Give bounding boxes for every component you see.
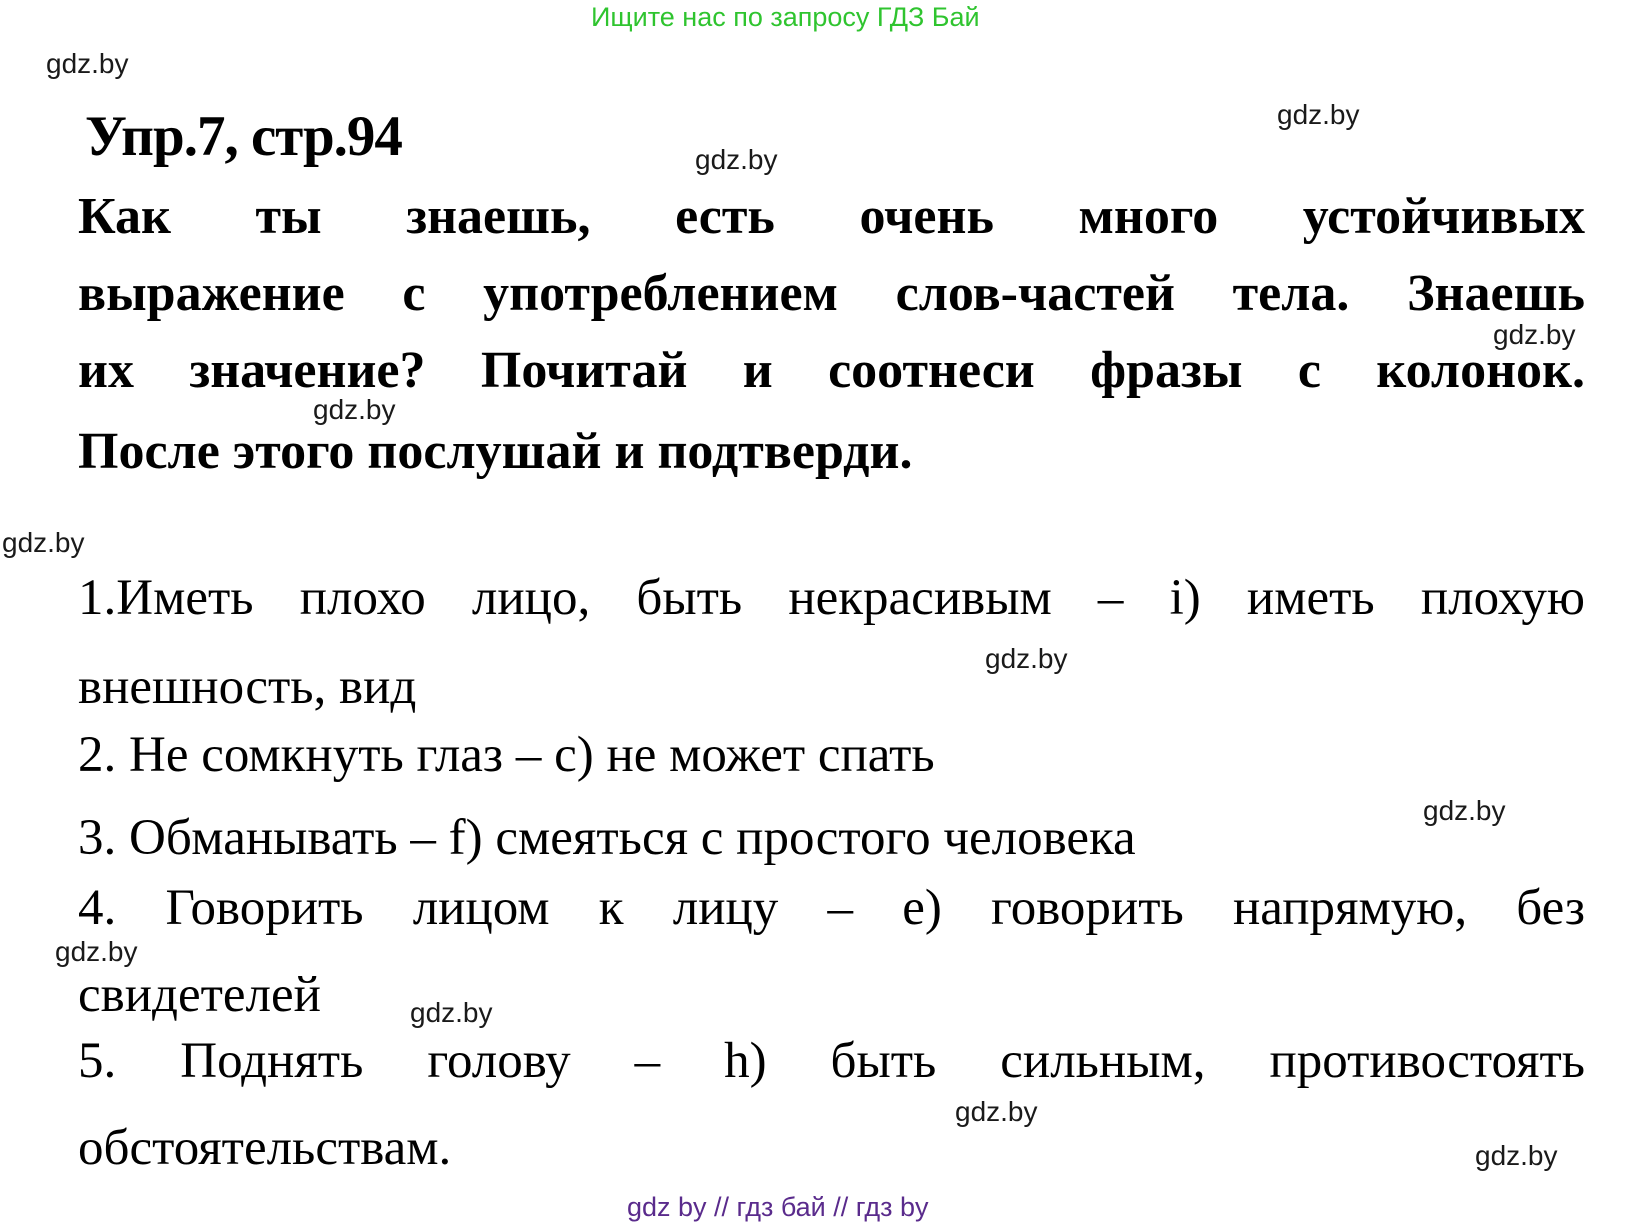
promo-banner-text: Ищите нас по запросу ГДЗ Бай xyxy=(591,2,980,32)
gdz-watermark: gdz.by xyxy=(55,936,138,967)
answer-item-4-line: свидетелей xyxy=(78,967,321,1023)
gdz-watermark: gdz.by xyxy=(313,394,396,425)
gdz-watermark: gdz.by xyxy=(1277,99,1360,130)
answer-item-5-line: обстоятельствам. xyxy=(78,1120,452,1176)
task-text-line: выражение с употреблением слов-частей тела. Знаешь xyxy=(78,265,1585,322)
gdz-watermark: gdz.by xyxy=(695,144,778,175)
task-text-line: их значение? Почитай и соотнеси фразы с колонок. xyxy=(78,342,1585,399)
footer-seo-text: gdz by // гдз бай // гдз by xyxy=(627,1192,929,1222)
answer-item-3-line: 3. Обманывать – f) смеяться с простого человека xyxy=(78,810,1136,866)
gdz-watermark: gdz.by xyxy=(1423,795,1506,826)
gdz-watermark: gdz.by xyxy=(2,527,85,558)
gdz-watermark: gdz.by xyxy=(46,48,129,79)
gdz-watermark: gdz.by xyxy=(1475,1140,1558,1171)
task-text-line: Как ты знаешь, есть очень много устойчивых xyxy=(78,188,1585,245)
task-text-line: После этого послушай и подтверди. xyxy=(78,423,913,480)
gdz-watermark: gdz.by xyxy=(1493,319,1576,350)
exercise-heading: Упр.7, стр.94 xyxy=(85,105,402,168)
answer-item-4-line: 4. Говорить лицом к лицу – e) говорить напрямую, без xyxy=(78,880,1585,936)
answer-item-5-line: 5. Поднять голову – h) быть сильным, противостоять xyxy=(78,1033,1585,1089)
answer-item-2-line: 2. Не сомкнуть глаз – c) не может спать xyxy=(78,727,935,783)
answer-item-1-line: внешность, вид xyxy=(78,659,417,715)
answer-item-1-line: 1.Иметь плохо лицо, быть некрасивым – i) иметь плохую xyxy=(78,570,1585,626)
gdz-watermark: gdz.by xyxy=(955,1096,1038,1127)
gdz-watermark: gdz.by xyxy=(410,997,493,1028)
gdz-watermark: gdz.by xyxy=(985,643,1068,674)
